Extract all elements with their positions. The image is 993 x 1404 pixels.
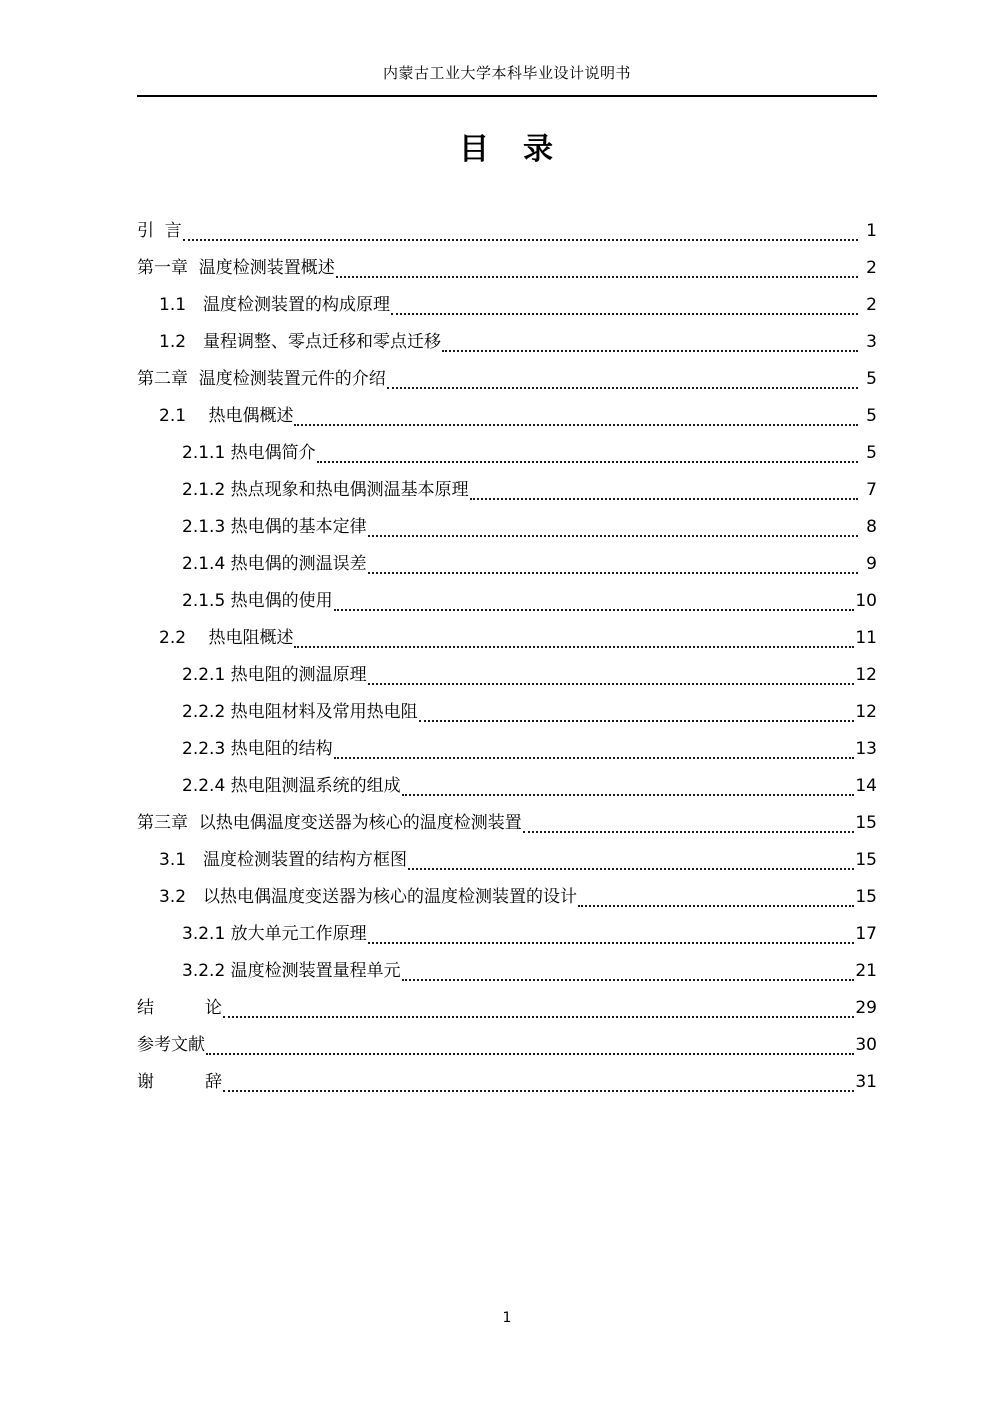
toc-entry[interactable]: [137, 287, 877, 324]
toc-entry-page-number: 15: [855, 887, 877, 907]
toc-entry-label: 第三章 以热电偶温度变送器为核心的温度检测装置: [137, 813, 522, 833]
toc-entry-page-number: 31: [855, 1072, 877, 1092]
toc-entry-page-number: 7: [866, 480, 877, 500]
toc-entry-page-number: 21: [855, 961, 877, 981]
header-rule: [137, 95, 877, 97]
toc-entry-page-number: 13: [855, 739, 877, 759]
toc-entry-page-number: 2: [866, 258, 877, 278]
toc-leader-dots: [419, 719, 855, 722]
toc-leader-dots: [183, 238, 858, 241]
toc-entry[interactable]: [137, 916, 877, 953]
toc-entry[interactable]: [137, 990, 877, 1027]
toc-leader-dots: [368, 571, 858, 574]
toc-leader-dots: [578, 904, 854, 907]
toc-entry-page-number: 2: [866, 295, 877, 315]
toc-entry-page-number: 12: [855, 702, 877, 722]
toc-leader-dots: [368, 534, 858, 537]
toc-entry[interactable]: [137, 546, 877, 583]
toc-entry-label: 2.1.3 热电偶的基本定律: [182, 517, 367, 537]
toc-leader-dots: [523, 830, 855, 833]
toc-entry-label: 1.2 量程调整、零点迁移和零点迁移: [159, 332, 442, 352]
toc-leader-dots: [223, 1015, 854, 1018]
toc-entry-label: 3.2.1 放大单元工作原理: [182, 924, 367, 944]
toc-entry[interactable]: [137, 509, 877, 546]
toc-entry[interactable]: [137, 324, 877, 361]
toc-leader-dots: [223, 1089, 854, 1092]
toc-entry-label: 1.1 温度检测装置的构成原理: [159, 295, 391, 315]
toc-entry-page-number: 30: [855, 1035, 877, 1055]
toc-entry-label: 2.2.1 热电阻的测温原理: [182, 665, 367, 685]
toc-entry-label: 第一章 温度检测装置概述: [137, 258, 335, 278]
toc-entry-label: 2.2 热电阻概述: [159, 628, 294, 648]
toc-entry-page-number: 5: [866, 369, 877, 389]
toc-entry[interactable]: [137, 361, 877, 398]
toc-entry[interactable]: [137, 620, 877, 657]
toc-entry-page-number: 11: [855, 628, 877, 648]
toc-leader-dots: [442, 349, 858, 352]
toc-entry[interactable]: [137, 1064, 877, 1101]
toc-leader-dots: [294, 645, 854, 648]
toc-entry-page-number: 29: [855, 998, 877, 1018]
toc-entry-label: 第二章 温度检测装置元件的介绍: [137, 369, 386, 389]
toc-entry-label: 3.2.2 温度检测装置量程单元: [182, 961, 401, 981]
toc-entry-label: 3.2 以热电偶温度变送器为核心的温度检测装置的设计: [159, 887, 578, 907]
toc-leader-dots: [402, 978, 855, 981]
toc-entry[interactable]: [137, 657, 877, 694]
toc-entry[interactable]: [137, 879, 877, 916]
toc-entry-label: 2.2.2 热电阻材料及常用热电阻: [182, 702, 418, 722]
toc-leader-dots: [206, 1052, 854, 1055]
toc-entry-page-number: 1: [866, 221, 877, 241]
running-header-text: 内蒙古工业大学本科毕业设计说明书: [382, 64, 631, 82]
table-of-contents: [137, 213, 877, 1101]
footer-page-number: 1: [502, 1310, 512, 1326]
toc-entry-label: 结 论: [137, 998, 222, 1018]
toc-entry-label: 2.1.2 热点现象和热电偶测温基本原理: [182, 480, 469, 500]
toc-entry[interactable]: [137, 583, 877, 620]
toc-entry-page-number: 3: [866, 332, 877, 352]
toc-entry-page-number: 15: [855, 813, 877, 833]
toc-entry-page-number: 10: [855, 591, 877, 611]
running-header: [137, 62, 877, 84]
toc-entry-label: 2.1 热电偶概述: [159, 406, 294, 426]
toc-entry[interactable]: [137, 1027, 877, 1064]
toc-leader-dots: [368, 682, 855, 685]
toc-entry[interactable]: [137, 472, 877, 509]
toc-leader-dots: [402, 793, 855, 796]
toc-entry-label: 2.1.1 热电偶简介: [182, 443, 316, 463]
toc-entry[interactable]: [137, 694, 877, 731]
toc-leader-dots: [391, 312, 858, 315]
toc-entry-label: 谢 辞: [137, 1072, 222, 1092]
toc-entry[interactable]: [137, 250, 877, 287]
toc-entry-page-number: 14: [855, 776, 877, 796]
toc-entry-page-number: 17: [855, 924, 877, 944]
toc-entry-page-number: 5: [866, 443, 877, 463]
page-title: 目 录: [459, 132, 555, 167]
toc-entry[interactable]: [137, 768, 877, 805]
toc-entry-label: 2.2.3 热电阻的结构: [182, 739, 333, 759]
toc-leader-dots: [408, 867, 854, 870]
toc-leader-dots: [336, 275, 858, 278]
toc-entry-label: 2.1.4 热电偶的测温误差: [182, 554, 367, 574]
toc-entry-label: 引 言: [137, 221, 182, 241]
toc-leader-dots: [470, 497, 858, 500]
toc-entry-label: 2.1.5 热电偶的使用: [182, 591, 333, 611]
toc-leader-dots: [294, 423, 858, 426]
toc-entry[interactable]: [137, 435, 877, 472]
toc-entry[interactable]: [137, 213, 877, 250]
toc-entry-label: 参考文献: [137, 1035, 205, 1055]
toc-entry[interactable]: [137, 731, 877, 768]
toc-entry[interactable]: [137, 805, 877, 842]
toc-entry-label: 2.2.4 热电阻测温系统的组成: [182, 776, 401, 796]
toc-entry-page-number: 8: [866, 517, 877, 537]
toc-leader-dots: [368, 941, 855, 944]
toc-entry-page-number: 15: [855, 850, 877, 870]
toc-entry[interactable]: [137, 398, 877, 435]
toc-entry-label: 3.1 温度检测装置的结构方框图: [159, 850, 408, 870]
toc-entry[interactable]: [137, 842, 877, 879]
toc-entry-page-number: 9: [866, 554, 877, 574]
toc-entry[interactable]: [137, 953, 877, 990]
toc-entry-page-number: 5: [866, 406, 877, 426]
toc-entry-page-number: 12: [855, 665, 877, 685]
toc-leader-dots: [334, 756, 855, 759]
toc-leader-dots: [317, 460, 858, 463]
toc-leader-dots: [334, 608, 855, 611]
toc-leader-dots: [387, 386, 858, 389]
